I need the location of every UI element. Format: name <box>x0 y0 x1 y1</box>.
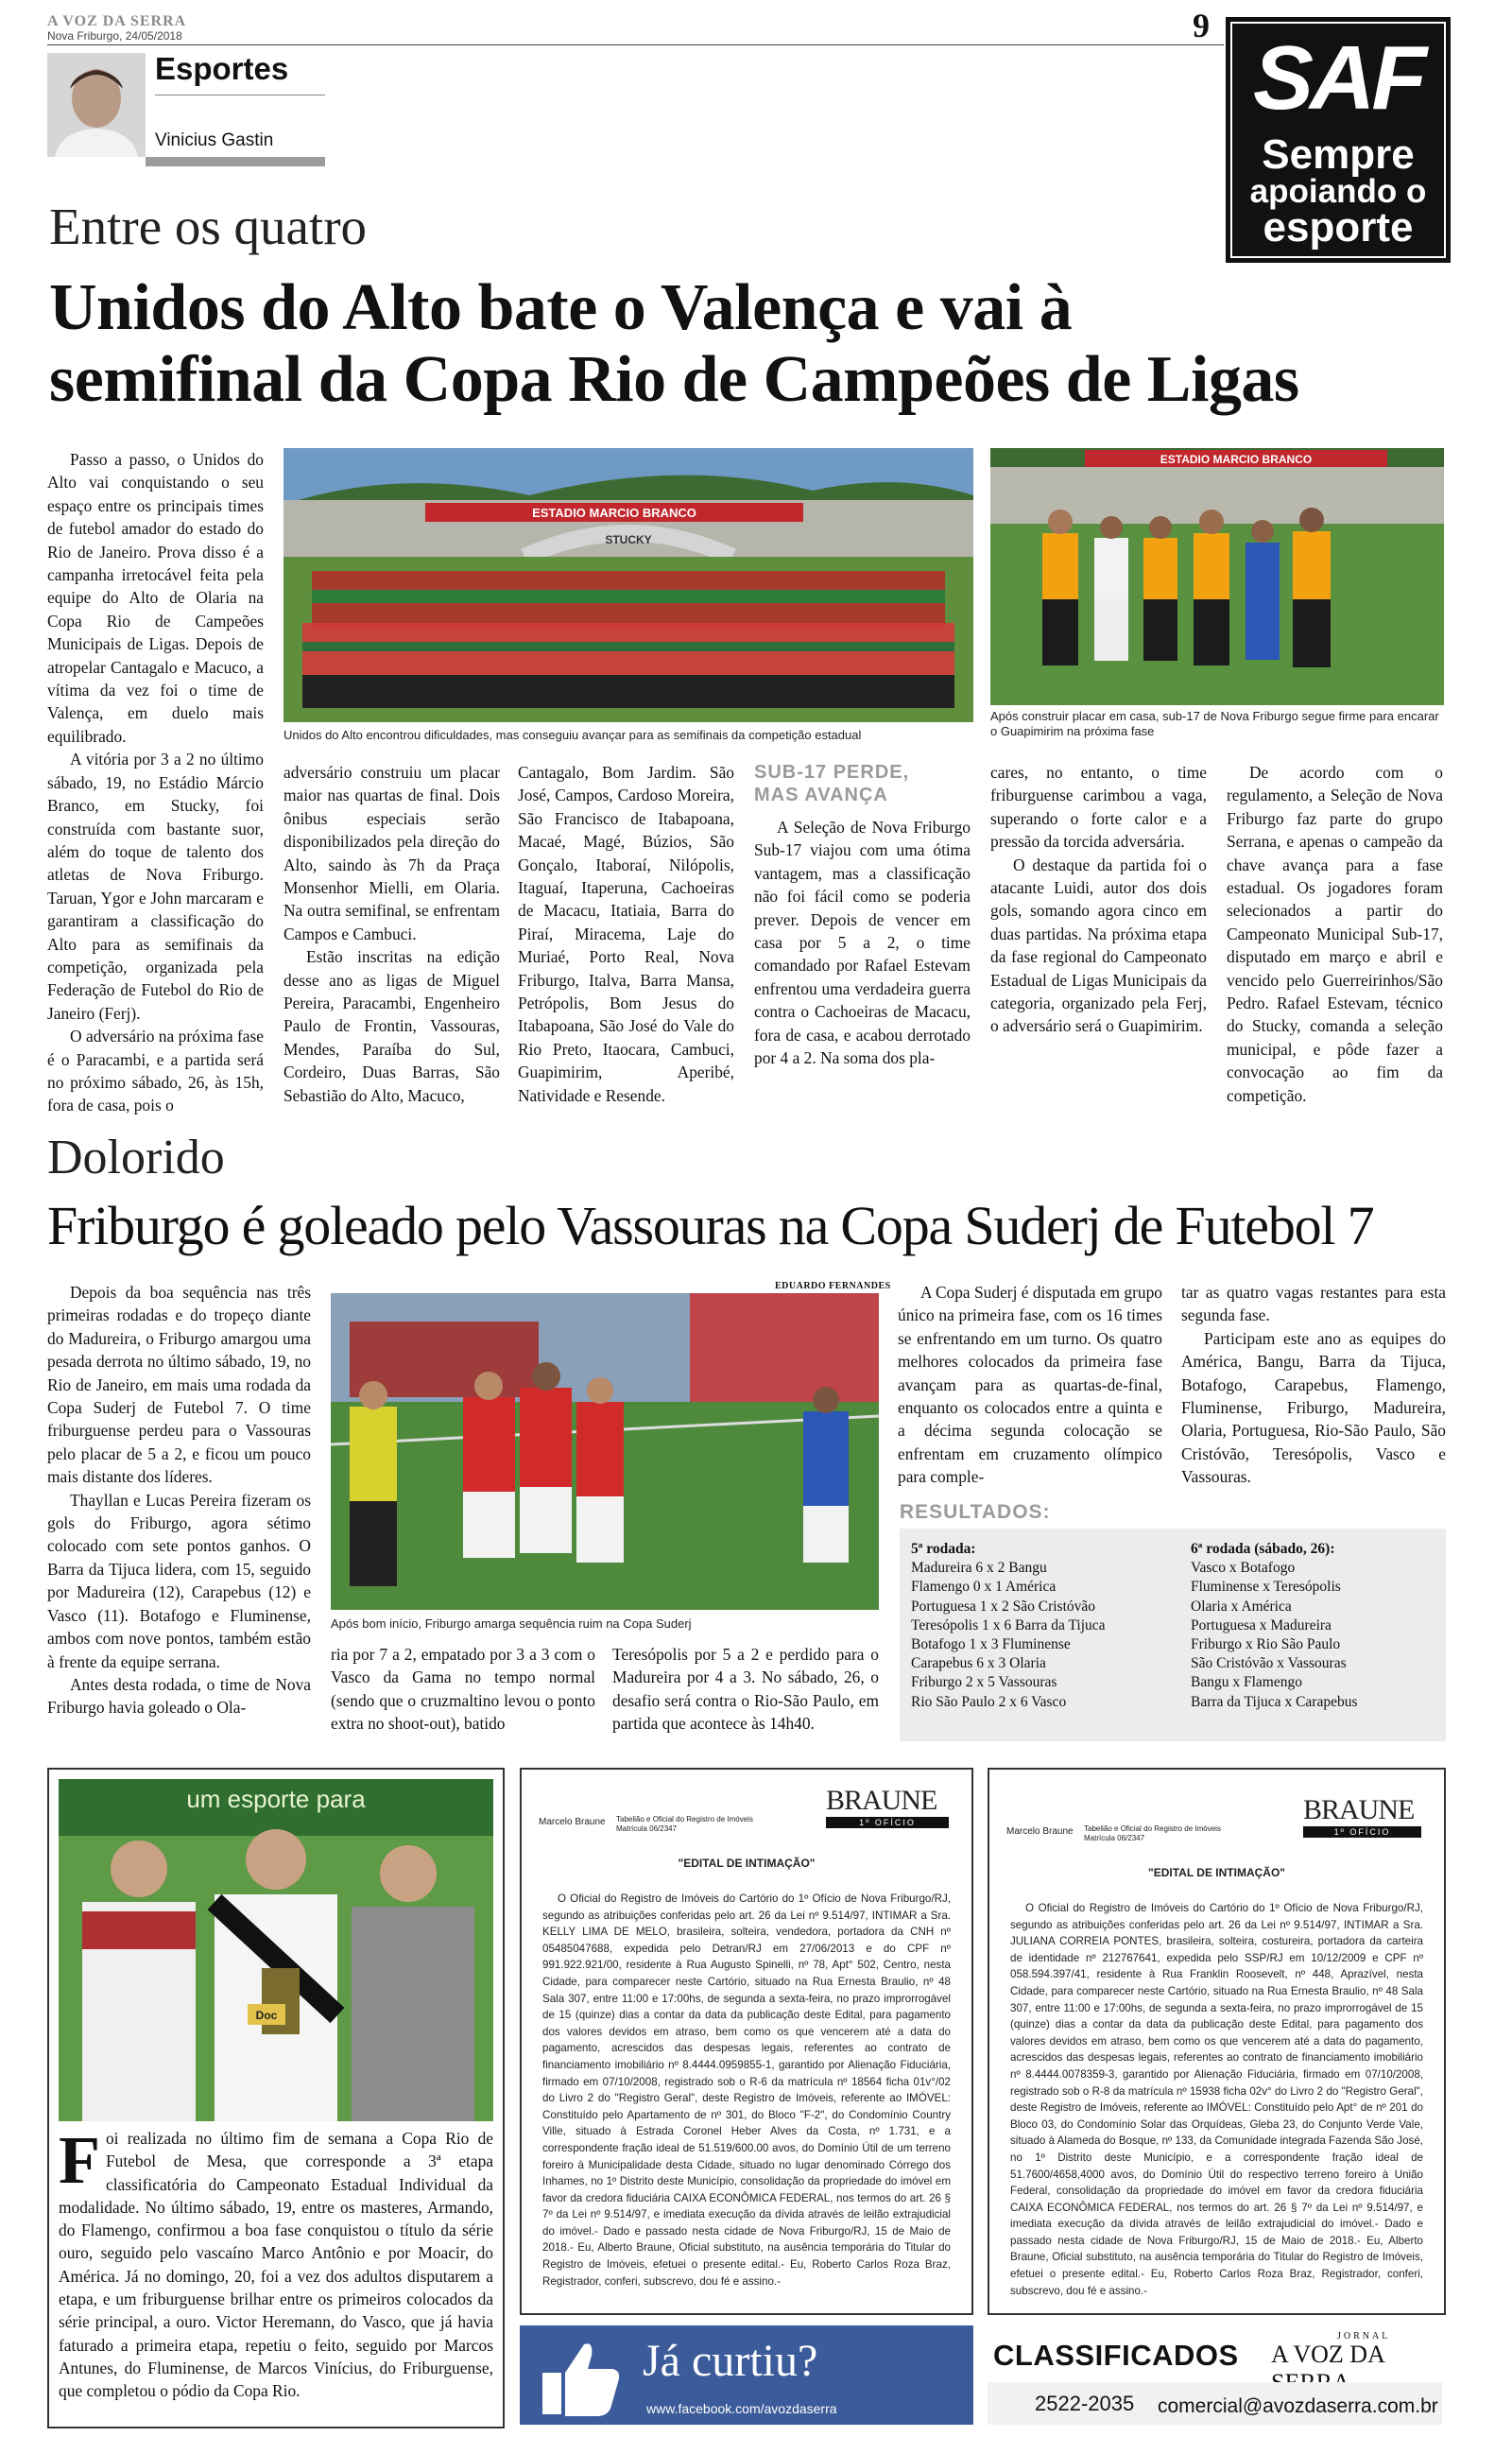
notice2-brand: BRAUNE <box>1303 1794 1415 1825</box>
notice2-body: O Oficial do Registro de Imóveis do Cartório do 1º Ofício de Nova Friburgo/RJ, segundo as atribuições conferidas pelo art. 26 da Lei nº 9.514/97, INTIMAR a Sra. JULIANA CORREIA PONTES, brasileira, solteira, costureira, portadora da carteira de identidade nº 212767641, expedida pelo SSP/RJ em 10/12/2009 e CPF nº 058.594.397/41, residente à Rua Franklin Roosevelt, nº 448, Aprazível, nesta Cidade, para comparecer neste Cartório, situado na Rua Ernesta Braulio, nº 48 Sala 307, entre 11:00 e 17:00hs, de segunda a sexta-feira, no prazo improrrogável de 15 (quinze) dias a contar da data da publicação deste Edital, para pagamento dos valores devidos em atraso, bem como os que vencerem até a data do pagamento, acrescidos das despesas legais, referentes ao contrato de financiamento imobiliário nº 8.4444.0078359-3, garantido por Alienação Fiduciária, firmado em 07/10/2008, registrado sob o R-8 da matrícula nº 15938 ficha 02v° do Livro 2 do "Registro Geral", deste Registro de Imóveis, referente ao IMÓVEL: Constituído pelo Apt° de nº 201 do Bloco 03, do Condomínio Solar das Orquídeas, Gleba 23, do Conjunto Verde Vale, situado à Alameda do Bosque, nº 133, da Comunidade integrada Fazenda São José, no 1º Distrito deste Município, e a correspondente fração ideal de 51.7600/4658,4000 avos, do Domínio Útil do respectivo terreno foreiro à União Federal, consolidação da propriedade do imóvel em favor da credora fiduciária CAIXA ECONÔMICA FEDERAL, nos termos do art. 26 § 7º da Lei nº 9.514/97, e imediata execução da dívida através de leilão extrajudicial do imóvel.- Dado e passado nesta cidade de Nova Friburgo/RJ, 15 de Maio de 2018.- Eu, Alberto Braune, Oficial substituto, na ausência temporária do Titular do Registro de Imóveis, efetuei o presente edital.- Eu, Roberto Carlos Roza Braz, Registrador, conferi, subscrevo, dou fé e assino.- <box>1010 1902 1423 2297</box>
facebook-ad-url[interactable]: www.facebook.com/avozdaserra <box>646 2401 837 2416</box>
article1-col5-p2: O destaque da partida foi o atacante Luidi, autor dos dois gols, somando agora cinco em duas partidas. Na próxima etapa da fase regional do Campeonato Estadual de Ligas Municipais da categoria, organizado pela Ferj, o adversário será o Guapimirim. <box>990 855 1207 1036</box>
round6 <box>1191 1540 1436 1712</box>
classifieds-title: CLASSIFICADOS <box>993 2339 1239 2372</box>
author-name: Vinicius Gastin <box>155 130 274 150</box>
round6-fixture: Bangu x Flamengo <box>1191 1674 1302 1691</box>
article3-lead: oi realizada no último fim de semana a Copa Rio de Futebol de Mesa, que corresponde a 3ª etapa classificatória do Campeonato Estadual Individual da modalidade. No último sábado, 19, entre os masteres, Armando, do Flamengo, confirmou a boa fase conquistou o título da série ouro, seguido pelo vascaíno Marco Antônio e por Moacir, do América. Já no domingo, 20, foi a vez dos adultos disputarem a etapa, e um friburguense brilhar entre os primeiros colocados da série principal, a ouro. Victor Heremann, do Vasco, que já havia faturado a primeira etapa, repetiu o feito, seguido por Marcos Antunes, do Fluminense, de Marcos Vinícius, do Friburguense, que completou o pódio da Copa Rio. <box>59 2129 493 2401</box>
notice1-signer-role: Tabelião e Oficial do Registro de Imóveis <box>616 1815 753 1823</box>
article2-col5-p2: Participam este ano as equipes do América, Bangu, Barra da Tijuca, Botafogo, Carapebus, Flamengo, Fluminense, Friburgo, Madureira, Olaria, Portuguesa, Rio-São Paulo, São Cristóvão, Teresópolis, Vasco e Vassouras. <box>1181 1328 1446 1487</box>
article1-headline-line2: semifinal da Copa Rio de Campeões de Ligas <box>49 343 1299 416</box>
notice1-title: "EDITAL DE INTIMAÇÃO" <box>678 1857 816 1870</box>
classifieds-ad[interactable] <box>988 2325 1442 2425</box>
round6-fixture: Fluminense x Teresópolis <box>1191 1579 1341 1596</box>
article1-col2 <box>284 761 500 1107</box>
article1-col1-p2: A vitória por 3 a 2 no último sábado, 19, no Estádio Márcio Branco, em Stucky, foi construída com bastante suor, além do toque de talento dos atletas de Nova Friburgo. Taruan, Ygor e John marcaram e garantiram a classificação do Alto para as semifinais da competição, organizada pela Federação de Futebol do Rio de Janeiro (Ferj). <box>47 750 264 1023</box>
article2-col4-p1: A Copa Suderj é disputada em grupo único na primeira fase, com os 16 times se enfrentando em um turno. Os quatro melhores colocados da primeira fase avançam para as quartas-de-final, enquanto os colocados entre a quinta e a décima segunda colocação se enfrentam em cruzamento olímpico para comple- <box>898 1283 1162 1487</box>
notice2 <box>1001 1779 1433 2304</box>
article1-col5-p1: cares, no entanto, o time friburguense carimbou a vaga, superando o forte calor e a pressão da torcida adversária. <box>990 763 1207 852</box>
round5-result: Madureira 6 x 2 Bangu <box>911 1560 1047 1577</box>
suderj-photo <box>331 1293 879 1610</box>
table-football-photo-image <box>59 1779 493 2121</box>
round5-title: 5ª rodada: <box>911 1541 976 1557</box>
round6-fixture: Vasco x Botafogo <box>1191 1560 1296 1577</box>
notice1-body: O Oficial do Registro de Imóveis do Cartório do 1º Ofício de Nova Friburgo/RJ, segundo as atribuições conferidas pelo art. 26 da Lei nº 9.514/97, INTIMAR a Sra. KELLY LIMA DE MELO, brasileira, solteira, vendedora, portadora da CNH nº 05485047688, expedida pelo Detran/RJ em 27/06/2013 e do CPF nº 991.922.921/00, residente à Rua Augusto Spinelli, nº 78, Apt° 502, Centro, nesta Cidade, para comparecer neste Cartório, situado na Rua Ernesta Braulio, nº 48 Sala 307, entre 11:00 e 17:00hs, de segunda a sexta-feira, no prazo improrrogável de 15 (quinze) dias a contar da data da publicação deste Edital, para pagamento dos valores devidos em atraso, bem como os que vencerem até a data do pagamento, acrescidos das despesas legais, referentes ao contrato de financiamento imobiliário nº 8.4444.0959855-1, garantido por Alienação Fiduciária, firmado em 07/10/2008, registrado sob o R-6 da matrícula nº 18564 ficha 01v°/02 do Livro 2 do "Registro Geral", deste Registro de Imóveis, referente ao IMÓVEL: Constituído pelo Apartamento de nº 301, do Bloco "F-2", do Condomínio Country Ville, situado à Estrada Coronel Heber Alves da Costa, nº 1.731, e a correspondente fração ideal de 51.519/600.00 avos, do Domínio Útil de um terreno foreiro à Municipalidade desta Cidade, situado no lugar denominado Córrego dos Inhames, no 1º Distrito deste Município, consolidação da propriedade do imóvel em favor da credora fiduciária CAIXA ECONÔMICA FEDERAL, nos termos do art. 26 § 7º da Lei nº 9.514/97, e imediata execução da dívida através de leilão extrajudicial do imóvel.- Dado e passado nesta cidade de Nova Friburgo/RJ, 15 de Maio de 2018.- Eu, Alberto Braune, Oficial substituto, na ausência temporária do Titular do Registro de Imóveis, efetuei o presente edital.- Eu, Roberto Carlos Roza Braz, Registrador, conferi, subscrevo, dou fé e assino.- <box>542 1892 951 2288</box>
classifieds-email[interactable]: comercial@avozdaserra.com.br <box>1158 2395 1438 2417</box>
stucky-arch-1: STUCKY <box>605 533 652 546</box>
article2-kicker: Dolorido <box>47 1131 225 1184</box>
round5-result: Portuguesa 1 x 2 São Cristóvão <box>911 1598 1096 1615</box>
article2-col2 <box>331 1643 595 1736</box>
notice2-title: "EDITAL DE INTIMAÇÃO" <box>1148 1866 1285 1879</box>
article2-col5-p1: tar as quatro vagas restantes para esta segunda fase. <box>1181 1283 1446 1325</box>
notice2-registration: Matrícula 06/2347 <box>1084 1834 1145 1842</box>
article1-col3-p1: Cantagalo, Bom Jardim. São José, Campos, Cardoso Moreira, São Francisco de Itabapoana, Macaé, Magé, Búzios, São Gonçalo, Itaboraí, Nilópolis, Itaguaí, Itaperuna, Cachoeiras de Macacu, Itatiaia, Barra do Piraí, Miracema, Laje do Muriaé, Porto Real, Nova Friburgo, Italva, Barra Mansa, Petrópolis, Bom Jesus do Itabapoana, São José do Vale do Rio Preto, Itaocara, Cambuci, Guapimirim, Aperibé, Natividade e Resende. <box>518 763 734 1105</box>
round6-fixture: Portuguesa x Madureira <box>1191 1616 1332 1633</box>
saf-slogan-3: esporte <box>1263 204 1414 251</box>
classifieds-paper: A VOZ DA <box>1271 2341 1384 2368</box>
article2-col1-p3: Antes desta rodada, o time de Nova Friburgo havia goleado o Ola- <box>47 1674 311 1718</box>
round5-result: Botafogo 1 x 3 Fluminense <box>911 1636 1071 1653</box>
article1-col2-p2: Estão inscritas na edição desse ano as ligas de Miguel Pereira, Paracambi, Engenheiro Paulo de Frontin, Vassouras, Mendes, Paraíba do Sul, Cordeiro, Duas Barras, São Sebastião do Alto, Macuco, <box>284 947 500 1105</box>
author-photo <box>47 53 146 157</box>
facebook-ad-headline: Já curtiu? <box>643 2336 818 2386</box>
round6-fixture: São Cristóvão x Vassouras <box>1191 1655 1347 1672</box>
round6-fixture: Olaria x América <box>1191 1598 1292 1615</box>
thumbs-up-icon <box>537 2335 624 2420</box>
section-name: Esportes <box>155 51 289 86</box>
article3-box <box>47 1768 505 2428</box>
author-bar <box>146 157 325 166</box>
header-rule <box>47 44 1224 45</box>
round6-fixture: Friburgo x Rio São Paulo <box>1191 1636 1341 1653</box>
results-box <box>900 1529 1446 1741</box>
dateline: Nova Friburgo, 24/05/2018 <box>47 29 182 43</box>
article1-col1 <box>47 448 264 1117</box>
article1-headline-line1: Unidos do Alto bate o Valença e vai à <box>49 271 1073 344</box>
team-photo-image <box>284 448 973 722</box>
article1-kicker: Entre os quatro <box>49 198 368 255</box>
classifieds-phone[interactable]: 2522-2035 <box>1035 2392 1135 2415</box>
article1-col1-p3: O adversário na próxima fase é o Paracambi, e a partida será no próximo sábado, 26, às 15h, fora de casa, pois o <box>47 1027 264 1115</box>
article1-headline <box>49 272 1299 416</box>
round6-fixture: Barra da Tijuca x Carapebus <box>1191 1693 1358 1710</box>
article2-col3 <box>612 1643 879 1736</box>
team-players <box>302 571 954 708</box>
article2-col5 <box>1181 1281 1446 1489</box>
article1-col6-p1: De acordo com o regulamento, a Seleção de Nova Friburgo faz parte do grupo Serrana, e apenas o campeão da chave avança para a fase estadual. Os jogadores foram selecionados a partir do Campeonato Municipal Sub-17, disputado em março e abril e vencido pelo Guerreirinhos/São Pedro. Rafael Estevam, técnico do Stucky, comanda a seleção municipal, e pôde fazer a convocação ao fim da competição. <box>1227 763 1443 1105</box>
saf-logo: SAF <box>1253 27 1423 129</box>
notice2-box <box>988 1768 1446 2315</box>
article1-col6 <box>1227 761 1443 1107</box>
photo-credit: EDUARDO FERNANDES <box>775 1281 891 1291</box>
notice1-brand: BRAUNE <box>826 1785 937 1816</box>
article2-headline: Friburgo é goleado pelo Vassouras na Copa Suderj de Futebol 7 <box>47 1195 1374 1256</box>
notice2-signer-role: Tabelião e Oficial do Registro de Imóveis <box>1084 1824 1221 1833</box>
article1-col4-p1: A Seleção de Nova Friburgo Sub-17 viajou com uma ótima vantagem, mas a classificação não foi fácil como se poderia prever. Depois de vencer em casa por 5 a 2, o time comandado por Rafael Estevam enfrentou uma verdadeira guerra contra o Cachoeiras de Macacu, fora de casa, e acabou derrotado por 4 a 2. Na soma dos pla- <box>754 818 971 1068</box>
sub17-heading-line1: SUB-17 PERDE, <box>754 762 910 783</box>
article2-col3-p1: Teresópolis por 5 a 2 e perdido para o Madureira por 4 a 3. No sábado, 26, o desafio será contra o Rio-São Paulo, em partida que acontece às 14h40. <box>612 1645 879 1734</box>
round5-result: Teresópolis 1 x 6 Barra da Tijuca <box>911 1616 1106 1633</box>
notice1 <box>533 1779 960 2304</box>
article1-col1-p1: Passo a passo, o Unidos do Alto vai conquistando o seu espaço entre os principais times de futebol amador do estado do Rio de Janeiro. Prova disso é a campanha irretocável feita pela equipe do Alto de Olaria na Copa Rio de Campeões Municipais de Ligas. Depois de atropelar Cantagalo e Macuco, a vítima da vez foi o time de Valença, em duelo mais equilibrado. <box>47 450 264 746</box>
notice2-office: 1º OFÍCIO <box>1303 1826 1421 1838</box>
notice1-box <box>520 1768 973 2315</box>
article2-col4 <box>898 1281 1162 1489</box>
notice1-office: 1º OFÍCIO <box>826 1817 949 1828</box>
sub17-heading-line2: MAS AVANÇA <box>754 785 888 805</box>
article1-col5 <box>990 761 1207 1038</box>
author-portrait-icon <box>47 53 146 157</box>
page-number: 9 <box>1193 7 1210 44</box>
trophy-label: Doc <box>255 2009 278 2022</box>
article3-text <box>59 2122 493 2403</box>
round6-title: 6ª rodada (sábado, 26): <box>1191 1541 1335 1557</box>
drop-cap: F <box>59 2122 100 2198</box>
article2-col1-p1: Depois da boa sequência nas três primeiras rodadas e do tropeço diante do Madureira, o Friburgo amargou uma pesada derrota no último sábado, 19, no Rio de Janeiro, em mais uma rodada da Copa Suderj de Futebol 7. O time friburguense perdeu para o Vassouras pelo placar de 5 a 2, e ficou um pouco mais distante dos líderes. <box>47 1283 311 1487</box>
article2-col1-p2: Thayllan e Lucas Pereira fizeram os gols do Friburgo, agora sétimo colocado com sete pontos ganhos. O Barra da Tijuca lidera, com 15, seguido por Madureira (12), Carapebus (12) e Vasco (11). Botafogo e Fluminense, ambos com nove pontos, também estão à frente da equipe serrana. <box>47 1490 311 1671</box>
round5-result: Flamengo 0 x 1 América <box>911 1579 1057 1596</box>
three-players <box>82 1829 474 2121</box>
notice1-registration: Matrícula 06/2347 <box>616 1824 678 1833</box>
team-photo <box>284 448 973 722</box>
referees-photo <box>990 448 1444 705</box>
stadium-sign-2: ESTADIO MARCIO BRANCO <box>1160 453 1313 466</box>
facebook-ad[interactable] <box>520 2325 973 2425</box>
results-title: RESULTADOS: <box>900 1501 1051 1523</box>
article2-col2-p1: ria por 7 a 2, empatado por 3 a 3 com o Vasco da Gama no tempo normal (sendo que o cruzmaltino levou o ponto extra no shoot-out), batido <box>331 1645 595 1734</box>
suderj-photo-caption: Após bom início, Friburgo amarga sequência ruim na Copa Suderj <box>331 1616 692 1631</box>
article1-col4 <box>754 761 971 1069</box>
notice1-signer: Marcelo Braune <box>539 1817 606 1827</box>
stadium-sign-1: ESTADIO MARCIO BRANCO <box>532 506 696 520</box>
round5-result: Carapebus 6 x 3 Olaria <box>911 1655 1046 1672</box>
sub17-heading <box>754 761 971 806</box>
team-photo-caption: Unidos do Alto encontrou dificuldades, mas conseguiu avançar para as semifinais da competição estadual <box>284 728 862 742</box>
classifieds-jornal-label: JORNAL <box>1337 2331 1391 2342</box>
round5 <box>911 1540 1176 1712</box>
article2-col1 <box>47 1281 311 1720</box>
photo-banner: um esporte para <box>186 1785 366 1813</box>
paper-name: A VOZ DA SERRA <box>47 13 187 29</box>
saf-slogan-1: Sempre <box>1262 131 1415 178</box>
referees-photo-image <box>990 448 1444 705</box>
round5-result: Rio São Paulo 2 x 6 Vasco <box>911 1693 1067 1710</box>
saf-ad <box>1226 17 1451 263</box>
table-football-photo <box>59 1779 493 2121</box>
article1-col3 <box>518 761 734 1107</box>
notice2-signer: Marcelo Braune <box>1006 1826 1074 1837</box>
round5-result: Friburgo 2 x 5 Vassouras <box>911 1674 1057 1691</box>
referees-photo-caption: Após construir placar em casa, sub-17 de Nova Friburgo segue firme para encarar o Guapimirim na próxima fase <box>990 709 1439 738</box>
suderj-photo-image <box>331 1293 879 1610</box>
saf-slogan-2: apoiando o <box>1249 173 1427 210</box>
article1-col2-p1: adversário construiu um placar maior nas quartas de final. Dois ônibus especiais serão disponibilizados pela direção do Alto, saindo às 7h da Praça Monsenhor Mielli, em Olaria. Na outra semifinal, se enfrentam Campos e Cambuci. <box>284 763 500 943</box>
